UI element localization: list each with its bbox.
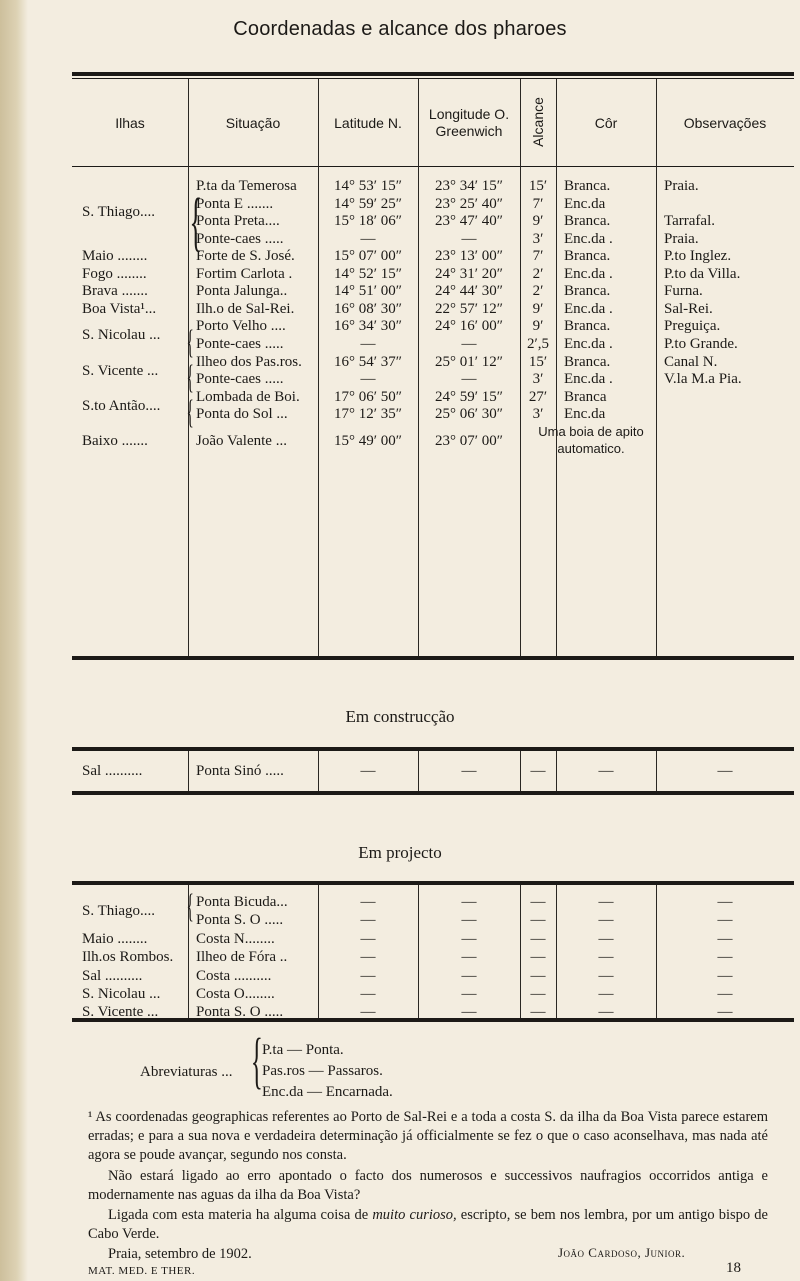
cell-ilha: Brava ....... [82, 283, 148, 299]
cell-latitude: — [360, 336, 376, 352]
cell-longitude: 23° 25′ 40″ [434, 196, 504, 212]
cell-longitude: — [461, 371, 477, 387]
cell-situacao: Costa N........ [196, 931, 275, 947]
cell-longitude: 24° 59′ 15″ [434, 389, 504, 405]
construcao-bottom-rule [72, 791, 794, 795]
cell-observacoes: Canal N. [664, 354, 718, 370]
table-top-rule-thin [72, 78, 794, 79]
header-longitude: Longitude O. Greenwich [428, 106, 510, 139]
cell-alcance: 2′,5 [526, 336, 550, 352]
brace-s-vicente: { [186, 359, 194, 396]
cell-dash: — [360, 912, 376, 928]
cell-situacao: Ilh.o de Sal-Rei. [196, 301, 295, 317]
cell-observacoes: P.to Inglez. [664, 248, 732, 264]
cell-dash: — [461, 894, 477, 910]
cell-latitude: 16° 54′ 37″ [333, 354, 403, 370]
cell-longitude: — [461, 231, 477, 247]
col-rule [520, 79, 521, 656]
cell-ilha: S. Nicolau ... [82, 986, 161, 1002]
cell-dash: — [360, 968, 376, 984]
cell-latitude: 14° 59′ 25″ [333, 196, 403, 212]
cell-alcance-note: Uma boia de apito automatico. [538, 424, 644, 456]
cell-cor: Enc.da . [564, 371, 613, 387]
footnote-paragraph: Não estará ligado ao erro apontado o facto dos numerosos e successivos naufragios occorridos antiga e modernamente nas aguas da ilha da Boa Vista? [88, 1168, 768, 1203]
abbreviations-label: Abreviaturas ... [140, 1064, 233, 1080]
cell-latitude: — [360, 371, 376, 387]
cell-alcance: 15′ [528, 354, 548, 370]
cell-situacao: Ponte-caes ..... [196, 336, 284, 352]
cell-alcance: 3′ [532, 231, 544, 247]
abbreviation-item: Enc.da — Encarnada. [262, 1084, 393, 1100]
cell-ilha: S. Vicente ... [82, 363, 159, 379]
cell-ilha: S.to Antão.... [82, 398, 161, 414]
cell-longitude: 22° 57′ 12″ [434, 301, 504, 317]
cell-dash: — [530, 763, 546, 779]
cell-latitude: 15° 18′ 06″ [333, 213, 403, 229]
cell-ilha: S. Thiago.... [82, 903, 156, 919]
cell-observacoes: Furna. [664, 283, 703, 299]
cell-ilha: Baixo ....... [82, 433, 148, 449]
col-rule [188, 751, 189, 791]
cell-ilha: Sal .......... [82, 763, 143, 779]
cell-cor: Branca. [564, 354, 611, 370]
cell-longitude: 25° 06′ 30″ [434, 406, 504, 422]
cell-longitude: 23° 47′ 40″ [434, 213, 504, 229]
cell-dash: — [530, 968, 546, 984]
cell-observacoes: P.to Grande. [664, 336, 738, 352]
cell-ilha: Sal .......... [82, 968, 143, 984]
cell-dash: — [717, 968, 733, 984]
table-header-rule [72, 166, 794, 167]
cell-situacao: Forte de S. José. [196, 248, 295, 264]
cell-dash: — [530, 894, 546, 910]
cell-alcance: 3′ [532, 371, 544, 387]
cell-dash: — [598, 894, 614, 910]
cell-dash: — [461, 912, 477, 928]
header-alcance: Alcance [530, 97, 546, 147]
cell-cor: Branca. [564, 283, 611, 299]
cell-dash: — [598, 931, 614, 947]
cell-dash: — [598, 1004, 614, 1020]
cell-situacao: Costa .......... [196, 968, 272, 984]
cell-situacao: Ponta S. O ..... [196, 1004, 284, 1020]
cell-dash: — [461, 986, 477, 1002]
cell-dash: — [717, 986, 733, 1002]
cell-dash: — [530, 949, 546, 965]
cell-alcance: 15′ [528, 178, 548, 194]
cell-dash: — [461, 763, 477, 779]
cell-situacao: Ilheo de Fóra .. [196, 949, 288, 965]
cell-latitude: 14° 53′ 15″ [333, 178, 403, 194]
cell-cor: Enc.da [564, 406, 606, 422]
section-title-construcao: Em construcção [345, 707, 455, 726]
cell-ilha: S. Vicente ... [82, 1004, 159, 1020]
cell-dash: — [717, 894, 733, 910]
cell-situacao: Ponta Jalunga.. [196, 283, 288, 299]
footnote-paragraph: ¹ As coordenadas geographicas referentes ao Porto de Sal-Rei e a toda a costa S. da ilha da Boa Vista parece estarem erradas; e para a sua nova e verdadeira determinação já officialmente se fez o que o caso aconselhava, mas nada até agora se poude avançar, segundo nos consta. [88, 1109, 768, 1163]
cell-dash: — [461, 949, 477, 965]
table-bottom-rule [72, 656, 794, 660]
construcao-top-rule [72, 747, 794, 751]
cell-cor: Branca [564, 389, 607, 405]
header-situacao: Situação [225, 115, 281, 131]
cell-situacao: João Valente ... [196, 433, 287, 449]
cell-dash: — [360, 986, 376, 1002]
brace-projecto-s-thiago: { [186, 888, 194, 925]
cell-longitude: 25° 01′ 12″ [434, 354, 504, 370]
cell-observacoes: Tarrafal. [664, 213, 715, 229]
cell-dash: — [360, 949, 376, 965]
cell-latitude: 15° 07′ 00″ [333, 248, 403, 264]
cell-cor: Branca. [564, 248, 611, 264]
cell-dash: — [530, 1004, 546, 1020]
cell-observacoes: V.la M.a Pia. [664, 371, 742, 387]
cell-dash: — [717, 1004, 733, 1020]
cell-ilha: Boa Vista¹... [82, 301, 157, 317]
cell-alcance: 2′ [532, 266, 544, 282]
cell-observacoes: Preguiça. [664, 318, 721, 334]
abbreviations-brace: { [250, 1027, 263, 1095]
cell-situacao: Ponta E ....... [196, 196, 274, 212]
cell-ilha: Maio ........ [82, 248, 148, 264]
projecto-top-rule [72, 881, 794, 885]
cell-alcance: 3′ [532, 406, 544, 422]
abbreviation-item: Pas.ros — Passaros. [262, 1063, 383, 1079]
place-date: Praia, setembro de 1902. [108, 1246, 252, 1262]
cell-dash: — [360, 931, 376, 947]
cell-cor: Enc.da [564, 196, 606, 212]
cell-dash: — [717, 949, 733, 965]
cell-situacao: Ponte-caes ..... [196, 371, 284, 387]
cell-dash: — [461, 931, 477, 947]
cell-longitude: 23° 34′ 15″ [434, 178, 504, 194]
col-rule [556, 79, 557, 656]
cell-alcance: 2′ [532, 283, 544, 299]
cell-situacao: Ponte-caes ..... [196, 231, 284, 247]
abbreviation-item: P.ta — Ponta. [262, 1042, 344, 1058]
header-cor: Côr [594, 115, 618, 131]
page-footer-left: MAT. MED. E THER. [88, 1265, 196, 1277]
cell-latitude: — [360, 231, 376, 247]
cell-cor: Enc.da . [564, 266, 613, 282]
col-rule [418, 79, 419, 656]
cell-latitude: 15° 49′ 00″ [333, 433, 403, 449]
cell-situacao: Ponta Bicuda... [196, 894, 288, 910]
col-rule [318, 79, 319, 656]
cell-longitude: 23° 07′ 00″ [434, 433, 504, 449]
cell-situacao: Ilheo dos Pas.ros. [196, 354, 302, 370]
cell-latitude: 16° 08′ 30″ [333, 301, 403, 317]
cell-dash: — [530, 931, 546, 947]
brace-s-thiago: { [189, 185, 203, 258]
cell-dash: — [598, 949, 614, 965]
cell-dash: — [717, 763, 733, 779]
cell-observacoes: Praia. [664, 231, 699, 247]
cell-alcance: 7′ [532, 196, 544, 212]
cell-dash: — [530, 986, 546, 1002]
cell-longitude: 23° 13′ 00″ [434, 248, 504, 264]
footnote-paragraph [88, 1206, 768, 1244]
cell-dash: — [598, 763, 614, 779]
cell-ilha: Fogo ........ [82, 266, 147, 282]
signature: João Cardoso, Junior. [558, 1245, 686, 1260]
cell-dash: — [598, 986, 614, 1002]
cell-alcance: 9′ [532, 213, 544, 229]
cell-longitude: — [461, 336, 477, 352]
cell-cor: Branca. [564, 318, 611, 334]
cell-alcance: 7′ [532, 248, 544, 264]
cell-longitude: 24° 44′ 30″ [434, 283, 504, 299]
cell-ilha: Maio ........ [82, 931, 148, 947]
cell-situacao: Costa O........ [196, 986, 275, 1002]
cell-situacao: Porto Velho .... [196, 318, 286, 334]
footnote-emphasis: muito curioso, [372, 1207, 457, 1223]
cell-latitude: 17° 12′ 35″ [333, 406, 403, 422]
brace-s-nicolau: { [186, 324, 194, 361]
cell-dash: — [717, 912, 733, 928]
cell-situacao: Ponta Sinó ..... [196, 763, 284, 779]
cell-cor: Enc.da . [564, 231, 613, 247]
header-latitude: Latitude N. [334, 115, 402, 131]
cell-dash: — [360, 1004, 376, 1020]
cell-cor: Enc.da . [564, 301, 613, 317]
brace-s-antao: { [186, 394, 194, 431]
page-gutter [0, 0, 28, 1281]
cell-cor: Branca. [564, 178, 611, 194]
cell-situacao: Ponta S. O ..... [196, 912, 284, 928]
cell-situacao: Fortim Carlota . [196, 266, 293, 282]
cell-latitude: 14° 52′ 15″ [333, 266, 403, 282]
header-ilhas: Ilhas [115, 115, 145, 131]
section-title-projecto: Em projecto [358, 843, 442, 862]
cell-dash: — [360, 763, 376, 779]
cell-latitude: 16° 34′ 30″ [333, 318, 403, 334]
cell-situacao: Ponta Preta.... [196, 213, 280, 229]
cell-latitude: 17° 06′ 50″ [333, 389, 403, 405]
cell-latitude: 14° 51′ 00″ [333, 283, 403, 299]
cell-ilha: Ilh.os Rombos. [82, 949, 174, 965]
header-observacoes: Observações [683, 115, 767, 131]
cell-dash: — [598, 912, 614, 928]
footnote-text: Ligada com esta materia ha alguma coisa de [108, 1207, 369, 1223]
cell-observacoes: Sal-Rei. [664, 301, 713, 317]
cell-situacao: Ponta do Sol ... [196, 406, 288, 422]
cell-observacoes: P.to da Villa. [664, 266, 741, 282]
page-number: 18 [726, 1260, 741, 1276]
cell-dash: — [461, 968, 477, 984]
page-title: Coordenadas e alcance dos pharoes [233, 18, 567, 40]
cell-ilha: S. Nicolau ... [82, 327, 161, 343]
cell-longitude: 24° 31′ 20″ [434, 266, 504, 282]
cell-situacao: P.ta da Temerosa [196, 178, 297, 194]
cell-dash: — [360, 894, 376, 910]
col-rule [656, 79, 657, 656]
cell-dash: — [461, 1004, 477, 1020]
cell-dash: — [530, 912, 546, 928]
cell-dash: — [717, 931, 733, 947]
cell-observacoes: Praia. [664, 178, 699, 194]
cell-alcance: 27′ [528, 389, 548, 405]
cell-longitude: 24° 16′ 00″ [434, 318, 504, 334]
cell-situacao: Lombada de Boi. [196, 389, 300, 405]
cell-ilha: S. Thiago.... [82, 204, 156, 220]
cell-cor: Enc.da . [564, 336, 613, 352]
footnote-text: escripto, se bem nos lembra, por um antigo bispo de Cabo Verde. [88, 1207, 768, 1242]
cell-dash: — [598, 968, 614, 984]
cell-cor: Branca. [564, 213, 611, 229]
cell-alcance: 9′ [532, 301, 544, 317]
table-top-rule [72, 72, 794, 76]
cell-alcance: 9′ [532, 318, 544, 334]
